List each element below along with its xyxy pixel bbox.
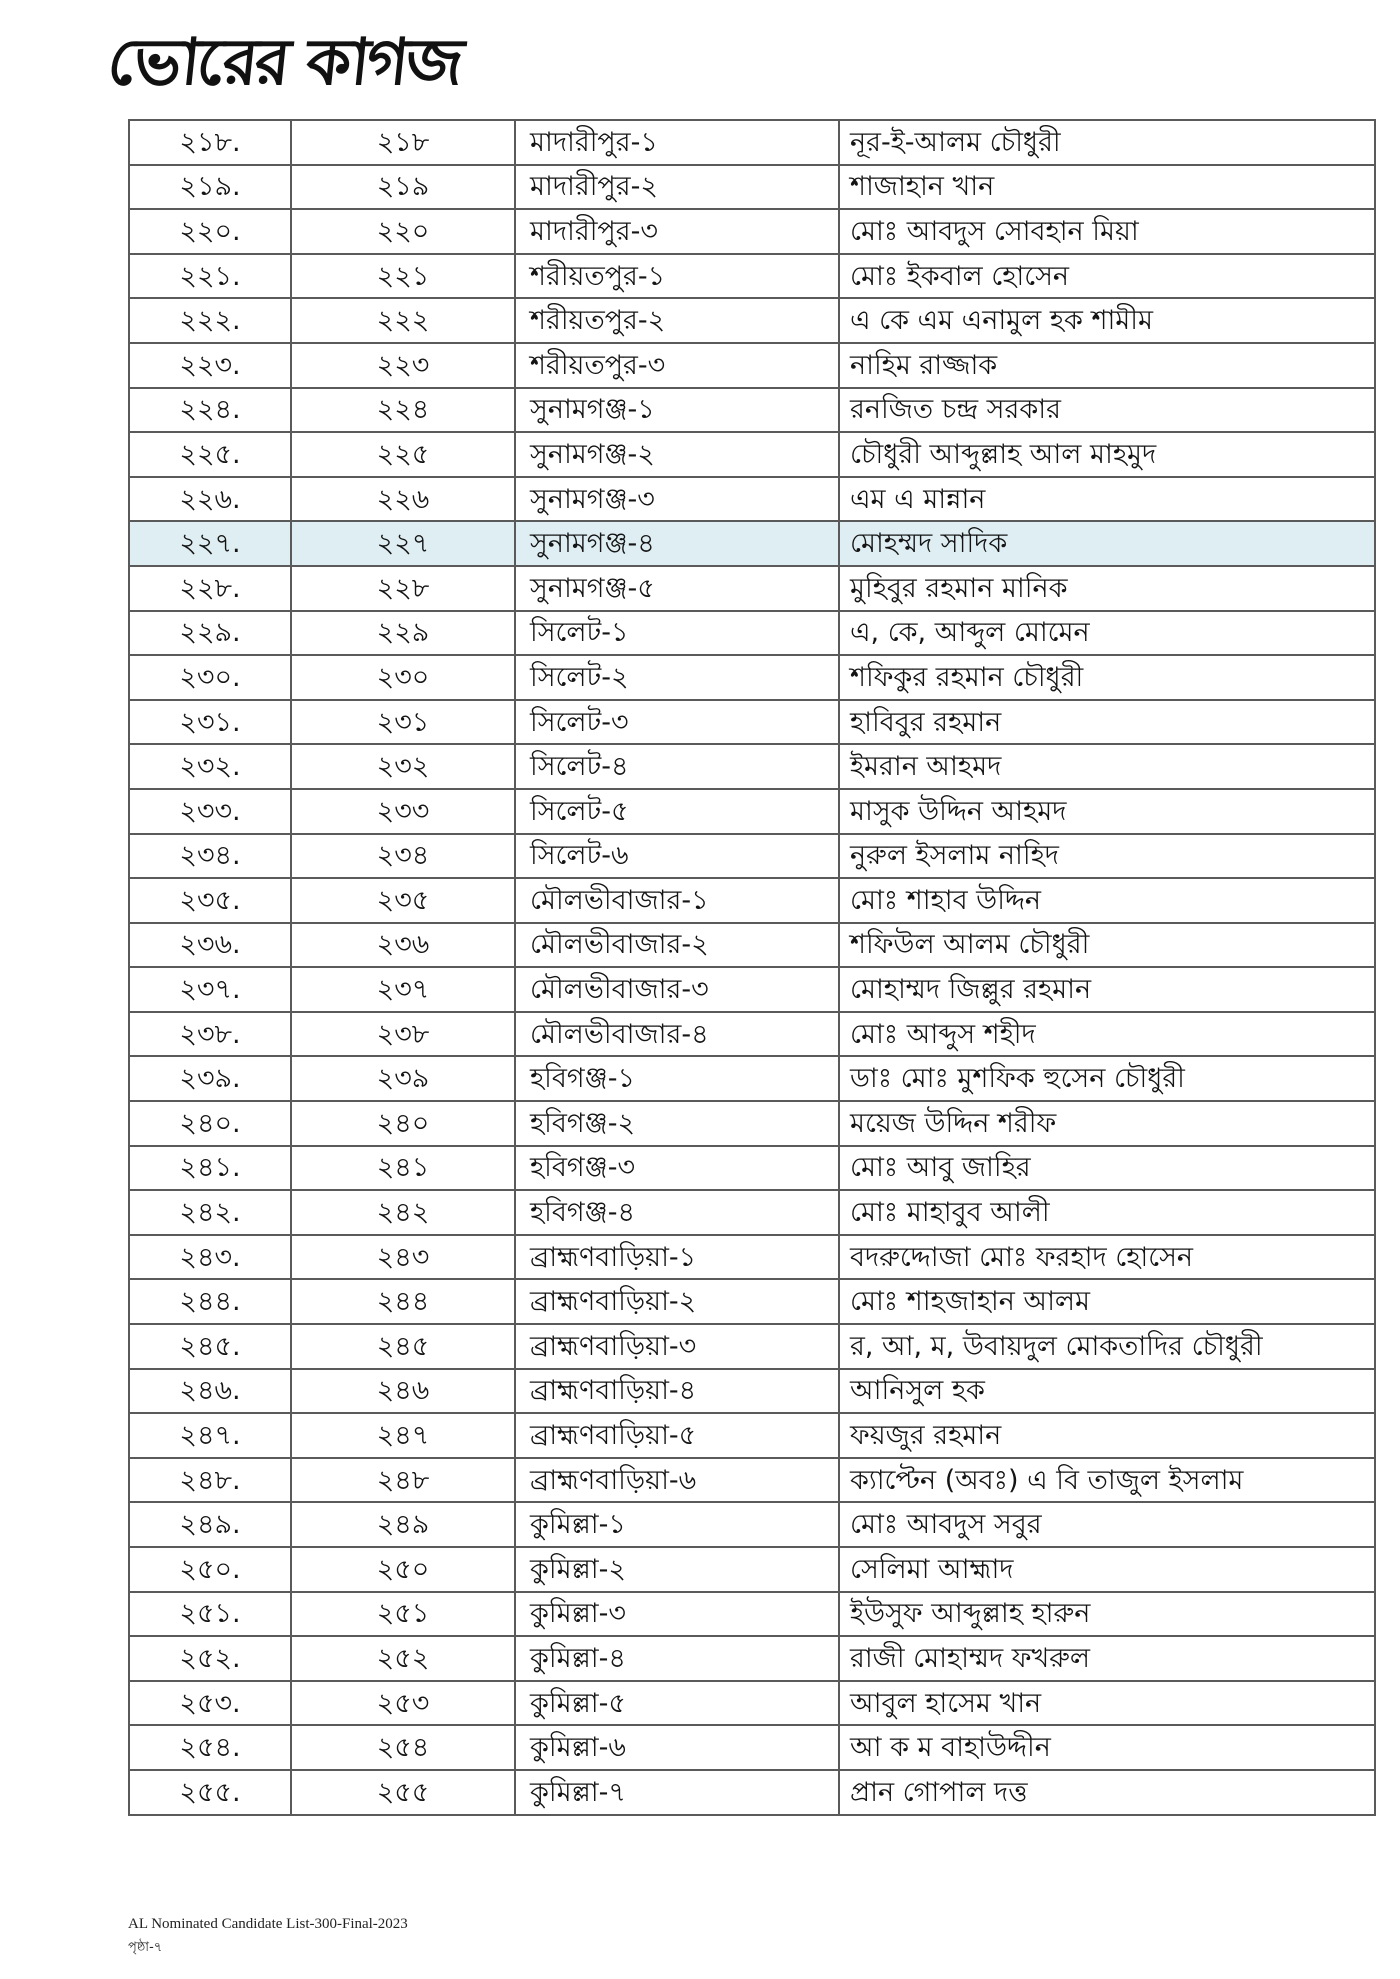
serial-cell: ২৩৮. bbox=[129, 1012, 291, 1057]
candidate-cell: মোঃ আব্দুস শহীদ bbox=[839, 1012, 1375, 1057]
table-row bbox=[129, 655, 1375, 700]
serial-cell: ২২৩. bbox=[129, 343, 291, 388]
candidate-cell: মোঃ ইকবাল হোসেন bbox=[839, 254, 1375, 299]
candidate-cell: রাজী মোহাম্মদ ফখরুল bbox=[839, 1636, 1375, 1681]
serial-cell: ২৪৪. bbox=[129, 1279, 291, 1324]
seat-number-cell: ২৫৪ bbox=[291, 1725, 515, 1770]
seat-number-cell: ২৪০ bbox=[291, 1101, 515, 1146]
table-row bbox=[129, 700, 1375, 745]
seat-number-cell: ২২১ bbox=[291, 254, 515, 299]
candidate-cell: ক্যাপ্টেন (অবঃ) এ বি তাজুল ইসলাম bbox=[839, 1458, 1375, 1503]
seat-number-cell: ২১৮ bbox=[291, 120, 515, 165]
candidate-cell: এ কে এম এনামুল হক শামীম bbox=[839, 298, 1375, 343]
serial-cell: ২৪৭. bbox=[129, 1413, 291, 1458]
table-row bbox=[129, 1725, 1375, 1770]
serial-cell: ২৪২. bbox=[129, 1190, 291, 1235]
seat-number-cell: ২২৬ bbox=[291, 477, 515, 522]
constituency-cell: ব্রাহ্মণবাড়িয়া-১ bbox=[515, 1235, 839, 1280]
seat-number-cell: ২৫৫ bbox=[291, 1770, 515, 1815]
table-row bbox=[129, 165, 1375, 210]
serial-cell: ২৩০. bbox=[129, 655, 291, 700]
candidate-cell: ইমরান আহমদ bbox=[839, 744, 1375, 789]
candidate-cell: র, আ, ম, উবায়দুল মোকতাদির চৌধুরী bbox=[839, 1324, 1375, 1369]
candidate-cell: মুহিবুর রহমান মানিক bbox=[839, 566, 1375, 611]
serial-cell: ২২৬. bbox=[129, 477, 291, 522]
serial-cell: ২২২. bbox=[129, 298, 291, 343]
serial-cell: ২৫১. bbox=[129, 1592, 291, 1637]
table-row bbox=[129, 878, 1375, 923]
candidate-table bbox=[128, 119, 1376, 1816]
candidate-cell: ফয়জুর রহমান bbox=[839, 1413, 1375, 1458]
candidate-cell: মাসুক উদ্দিন আহমদ bbox=[839, 789, 1375, 834]
constituency-cell: শরীয়তপুর-৩ bbox=[515, 343, 839, 388]
serial-cell: ২৩৪. bbox=[129, 834, 291, 879]
serial-cell: ২৫০. bbox=[129, 1547, 291, 1592]
seat-number-cell: ২৪৭ bbox=[291, 1413, 515, 1458]
table-row bbox=[129, 1413, 1375, 1458]
seat-number-cell: ২৪৬ bbox=[291, 1369, 515, 1414]
table-row bbox=[129, 789, 1375, 834]
constituency-cell: হবিগঞ্জ-১ bbox=[515, 1056, 839, 1101]
table-row bbox=[129, 521, 1375, 566]
constituency-cell: মাদারীপুর-৩ bbox=[515, 209, 839, 254]
seat-number-cell: ২২৯ bbox=[291, 611, 515, 656]
table-row bbox=[129, 744, 1375, 789]
candidate-cell: সেলিমা আহ্মাদ bbox=[839, 1547, 1375, 1592]
serial-cell: ২৩৬. bbox=[129, 923, 291, 968]
serial-cell: ২২৯. bbox=[129, 611, 291, 656]
serial-cell: ২২৫. bbox=[129, 432, 291, 477]
table-row bbox=[129, 1681, 1375, 1726]
seat-number-cell: ২৩৪ bbox=[291, 834, 515, 879]
candidate-cell: মোঃ শাহাব উদ্দিন bbox=[839, 878, 1375, 923]
constituency-cell: সুনামগঞ্জ-৪ bbox=[515, 521, 839, 566]
candidate-cell: প্রান গোপাল দত্ত bbox=[839, 1770, 1375, 1815]
seat-number-cell: ২২৫ bbox=[291, 432, 515, 477]
table-row bbox=[129, 1547, 1375, 1592]
seat-number-cell: ২২৪ bbox=[291, 388, 515, 433]
candidate-cell: মোহাম্মদ জিল্লুর রহমান bbox=[839, 967, 1375, 1012]
constituency-cell: কুমিল্লা-২ bbox=[515, 1547, 839, 1592]
seat-number-cell: ২৫০ bbox=[291, 1547, 515, 1592]
constituency-cell: সুনামগঞ্জ-২ bbox=[515, 432, 839, 477]
constituency-cell: সুনামগঞ্জ-৩ bbox=[515, 477, 839, 522]
candidate-table-body bbox=[129, 120, 1375, 1815]
table-row bbox=[129, 611, 1375, 656]
seat-number-cell: ২৫৩ bbox=[291, 1681, 515, 1726]
serial-cell: ২৪৩. bbox=[129, 1235, 291, 1280]
table-row bbox=[129, 1636, 1375, 1681]
constituency-cell: ব্রাহ্মণবাড়িয়া-৬ bbox=[515, 1458, 839, 1503]
table-row bbox=[129, 432, 1375, 477]
table-row bbox=[129, 1190, 1375, 1235]
seat-number-cell: ২৩০ bbox=[291, 655, 515, 700]
serial-cell: ২৪০. bbox=[129, 1101, 291, 1146]
footer-page-number: পৃষ্ঠা-৭ bbox=[128, 1940, 163, 1955]
candidate-cell: মোঃ আবু জাহির bbox=[839, 1146, 1375, 1191]
table-row bbox=[129, 209, 1375, 254]
constituency-cell: সিলেট-৬ bbox=[515, 834, 839, 879]
seat-number-cell: ২৩২ bbox=[291, 744, 515, 789]
table-row bbox=[129, 1056, 1375, 1101]
serial-cell: ২২১. bbox=[129, 254, 291, 299]
serial-cell: ২২৭. bbox=[129, 521, 291, 566]
table-row bbox=[129, 1235, 1375, 1280]
candidate-cell: রনজিত চন্দ্র সরকার bbox=[839, 388, 1375, 433]
serial-cell: ২৫২. bbox=[129, 1636, 291, 1681]
constituency-cell: হবিগঞ্জ-২ bbox=[515, 1101, 839, 1146]
candidate-cell: ইউসুফ আব্দুল্লাহ হারুন bbox=[839, 1592, 1375, 1637]
candidate-cell: আনিসুল হক bbox=[839, 1369, 1375, 1414]
constituency-cell: কুমিল্লা-৭ bbox=[515, 1770, 839, 1815]
serial-cell: ২৪৮. bbox=[129, 1458, 291, 1503]
serial-cell: ২৩৯. bbox=[129, 1056, 291, 1101]
seat-number-cell: ২৪১ bbox=[291, 1146, 515, 1191]
candidate-cell: মোঃ আবদুস সোবহান মিয়া bbox=[839, 209, 1375, 254]
serial-cell: ২৩৫. bbox=[129, 878, 291, 923]
constituency-cell: কুমিল্লা-৫ bbox=[515, 1681, 839, 1726]
table-row bbox=[129, 477, 1375, 522]
constituency-cell: হবিগঞ্জ-৩ bbox=[515, 1146, 839, 1191]
table-row bbox=[129, 1458, 1375, 1503]
seat-number-cell: ২৪২ bbox=[291, 1190, 515, 1235]
constituency-cell: মৌলভীবাজার-৪ bbox=[515, 1012, 839, 1057]
constituency-cell: সুনামগঞ্জ-১ bbox=[515, 388, 839, 433]
candidate-cell: ময়েজ উদ্দিন শরীফ bbox=[839, 1101, 1375, 1146]
serial-cell: ২৩৩. bbox=[129, 789, 291, 834]
seat-number-cell: ২৩৫ bbox=[291, 878, 515, 923]
candidate-cell: ডাঃ মোঃ মুশফিক হুসেন চৌধুরী bbox=[839, 1056, 1375, 1101]
seat-number-cell: ২৩৬ bbox=[291, 923, 515, 968]
candidate-cell: শফিকুর রহমান চৌধুরী bbox=[839, 655, 1375, 700]
constituency-cell: সিলেট-৪ bbox=[515, 744, 839, 789]
candidate-cell: মোহম্মদ সাদিক bbox=[839, 521, 1375, 566]
seat-number-cell: ২১৯ bbox=[291, 165, 515, 210]
constituency-cell: হবিগঞ্জ-৪ bbox=[515, 1190, 839, 1235]
serial-cell: ২৫৪. bbox=[129, 1725, 291, 1770]
constituency-cell: সিলেট-৩ bbox=[515, 700, 839, 745]
table-row bbox=[129, 1770, 1375, 1815]
table-row bbox=[129, 1146, 1375, 1191]
table-row bbox=[129, 1369, 1375, 1414]
candidate-cell: এ, কে, আব্দুল মোমেন bbox=[839, 611, 1375, 656]
table-row bbox=[129, 566, 1375, 611]
seat-number-cell: ২২৮ bbox=[291, 566, 515, 611]
table-row bbox=[129, 298, 1375, 343]
constituency-cell: ব্রাহ্মণবাড়িয়া-৫ bbox=[515, 1413, 839, 1458]
serial-cell: ২৪৬. bbox=[129, 1369, 291, 1414]
candidate-cell: নাহিম রাজ্জাক bbox=[839, 343, 1375, 388]
candidate-cell: হাবিবুর রহমান bbox=[839, 700, 1375, 745]
constituency-cell: সিলেট-১ bbox=[515, 611, 839, 656]
seat-number-cell: ২২৭ bbox=[291, 521, 515, 566]
serial-cell: ২২৮. bbox=[129, 566, 291, 611]
serial-cell: ২১৯. bbox=[129, 165, 291, 210]
candidate-cell: নুরুল ইসলাম নাহিদ bbox=[839, 834, 1375, 879]
seat-number-cell: ২৩৭ bbox=[291, 967, 515, 1012]
constituency-cell: কুমিল্লা-১ bbox=[515, 1502, 839, 1547]
candidate-cell: মোঃ মাহাবুব আলী bbox=[839, 1190, 1375, 1235]
serial-cell: ২৩৭. bbox=[129, 967, 291, 1012]
table-row bbox=[129, 834, 1375, 879]
serial-cell: ২৩১. bbox=[129, 700, 291, 745]
constituency-cell: মাদারীপুর-১ bbox=[515, 120, 839, 165]
constituency-cell: মাদারীপুর-২ bbox=[515, 165, 839, 210]
constituency-cell: ব্রাহ্মণবাড়িয়া-৩ bbox=[515, 1324, 839, 1369]
serial-cell: ২৪১. bbox=[129, 1146, 291, 1191]
seat-number-cell: ২৩১ bbox=[291, 700, 515, 745]
constituency-cell: শরীয়তপুর-২ bbox=[515, 298, 839, 343]
constituency-cell: কুমিল্লা-৬ bbox=[515, 1725, 839, 1770]
table-row bbox=[129, 1324, 1375, 1369]
table-row bbox=[129, 923, 1375, 968]
serial-cell: ২৫৫. bbox=[129, 1770, 291, 1815]
serial-cell: ২৩২. bbox=[129, 744, 291, 789]
candidate-cell: এম এ মান্নান bbox=[839, 477, 1375, 522]
table-row bbox=[129, 120, 1375, 165]
table-row bbox=[129, 1012, 1375, 1057]
serial-cell: ২২৪. bbox=[129, 388, 291, 433]
candidate-cell: চৌধুরী আব্দুল্লাহ আল মাহমুদ bbox=[839, 432, 1375, 477]
seat-number-cell: ২৪৩ bbox=[291, 1235, 515, 1280]
constituency-cell: সুনামগঞ্জ-৫ bbox=[515, 566, 839, 611]
candidate-cell: আবুল হাসেম খান bbox=[839, 1681, 1375, 1726]
seat-number-cell: ২৫১ bbox=[291, 1592, 515, 1637]
serial-cell: ২২০. bbox=[129, 209, 291, 254]
constituency-cell: মৌলভীবাজার-১ bbox=[515, 878, 839, 923]
seat-number-cell: ২৩৯ bbox=[291, 1056, 515, 1101]
table-row bbox=[129, 254, 1375, 299]
footer-list-title: AL Nominated Candidate List-300-Final-2023 bbox=[128, 1916, 408, 1932]
seat-number-cell: ২৪৪ bbox=[291, 1279, 515, 1324]
seat-number-cell: ২৩৩ bbox=[291, 789, 515, 834]
constituency-cell: মৌলভীবাজার-২ bbox=[515, 923, 839, 968]
seat-number-cell: ২২২ bbox=[291, 298, 515, 343]
candidate-cell: শাজাহান খান bbox=[839, 165, 1375, 210]
serial-cell: ২৫৩. bbox=[129, 1681, 291, 1726]
candidate-cell: মোঃ আবদুস সবুর bbox=[839, 1502, 1375, 1547]
constituency-cell: সিলেট-২ bbox=[515, 655, 839, 700]
constituency-cell: কুমিল্লা-৩ bbox=[515, 1592, 839, 1637]
table-row bbox=[129, 1101, 1375, 1146]
serial-cell: ২১৮. bbox=[129, 120, 291, 165]
candidate-table-container bbox=[128, 119, 1376, 1816]
seat-number-cell: ২৪৮ bbox=[291, 1458, 515, 1503]
serial-cell: ২৪৫. bbox=[129, 1324, 291, 1369]
newspaper-logo: ভোরের কাগজ bbox=[104, 26, 465, 100]
seat-number-cell: ২৩৮ bbox=[291, 1012, 515, 1057]
table-row bbox=[129, 1592, 1375, 1637]
seat-number-cell: ২৫২ bbox=[291, 1636, 515, 1681]
constituency-cell: সিলেট-৫ bbox=[515, 789, 839, 834]
table-row bbox=[129, 1279, 1375, 1324]
table-row bbox=[129, 343, 1375, 388]
candidate-cell: নূর-ই-আলম চৌধুরী bbox=[839, 120, 1375, 165]
candidate-cell: বদরুদ্দোজা মোঃ ফরহাদ হোসেন bbox=[839, 1235, 1375, 1280]
seat-number-cell: ২৪৫ bbox=[291, 1324, 515, 1369]
seat-number-cell: ২২০ bbox=[291, 209, 515, 254]
serial-cell: ২৪৯. bbox=[129, 1502, 291, 1547]
table-row bbox=[129, 967, 1375, 1012]
seat-number-cell: ২৪৯ bbox=[291, 1502, 515, 1547]
constituency-cell: মৌলভীবাজার-৩ bbox=[515, 967, 839, 1012]
constituency-cell: কুমিল্লা-৪ bbox=[515, 1636, 839, 1681]
constituency-cell: ব্রাহ্মণবাড়িয়া-২ bbox=[515, 1279, 839, 1324]
candidate-cell: শফিউল আলম চৌধুরী bbox=[839, 923, 1375, 968]
candidate-cell: আ ক ম বাহাউদ্দীন bbox=[839, 1725, 1375, 1770]
candidate-cell: মোঃ শাহজাহান আলম bbox=[839, 1279, 1375, 1324]
table-row bbox=[129, 1502, 1375, 1547]
constituency-cell: ব্রাহ্মণবাড়িয়া-৪ bbox=[515, 1369, 839, 1414]
table-row bbox=[129, 388, 1375, 433]
seat-number-cell: ২২৩ bbox=[291, 343, 515, 388]
constituency-cell: শরীয়তপুর-১ bbox=[515, 254, 839, 299]
